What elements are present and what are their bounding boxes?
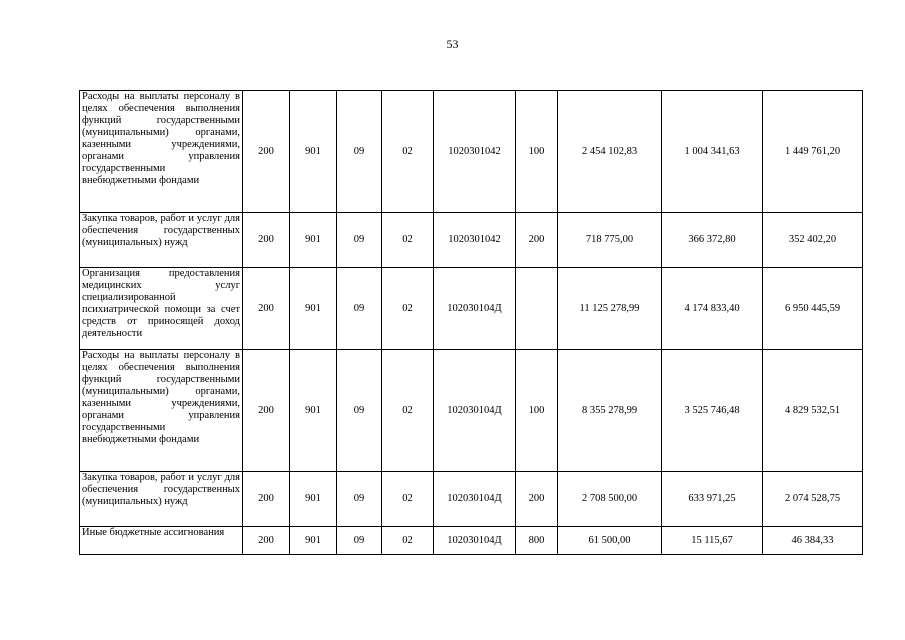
amount-1-cell: 2 454 102,83 — [558, 91, 662, 213]
subsection-cell: 02 — [382, 472, 434, 527]
target-article-cell: 102030104Д — [434, 350, 516, 472]
amount-3-cell: 352 402,20 — [763, 213, 863, 268]
amount-1-cell: 8 355 278,99 — [558, 350, 662, 472]
code-cell: 200 — [243, 527, 290, 555]
subsection-cell: 02 — [382, 350, 434, 472]
code-cell: 200 — [243, 268, 290, 350]
section-cell: 09 — [337, 350, 382, 472]
code-cell: 200 — [243, 350, 290, 472]
amount-2-cell: 15 115,67 — [662, 527, 763, 555]
table-row — [80, 268, 863, 350]
row-name-cell: Расходы на выплаты персоналу в целях обеспечения выполнения функций государственными (муниципальными) органами, казенными учреждениями, органами управления государственными внебюджетными фондами — [80, 91, 243, 213]
row-name-cell: Иные бюджетные ассигнования — [80, 527, 243, 555]
section-cell: 09 — [337, 472, 382, 527]
amount-1-cell: 11 125 278,99 — [558, 268, 662, 350]
expense-type-cell: 100 — [516, 91, 558, 213]
grbs-cell: 901 — [290, 268, 337, 350]
row-name-cell: Закупка товаров, работ и услуг для обеспечения государственных (муниципальных) нужд — [80, 472, 243, 527]
row-name-cell: Организация предоставления медицинских услуг специализированной психиатрической помощи за счет средств от приносящей доход деятельности — [80, 268, 243, 350]
expense-type-cell: 100 — [516, 350, 558, 472]
subsection-cell: 02 — [382, 527, 434, 555]
row-name-cell: Закупка товаров, работ и услуг для обеспечения государственных (муниципальных) нужд — [80, 213, 243, 268]
amount-2-cell: 3 525 746,48 — [662, 350, 763, 472]
section-cell: 09 — [337, 268, 382, 350]
expense-type-cell — [516, 268, 558, 350]
amount-2-cell: 1 004 341,63 — [662, 91, 763, 213]
subsection-cell: 02 — [382, 213, 434, 268]
amount-2-cell: 4 174 833,40 — [662, 268, 763, 350]
target-article-cell: 102030104Д — [434, 472, 516, 527]
code-cell: 200 — [243, 91, 290, 213]
subsection-cell: 02 — [382, 91, 434, 213]
section-cell: 09 — [337, 527, 382, 555]
grbs-cell: 901 — [290, 213, 337, 268]
section-cell: 09 — [337, 91, 382, 213]
amount-1-cell: 718 775,00 — [558, 213, 662, 268]
table-row — [80, 91, 863, 213]
expense-type-cell: 200 — [516, 213, 558, 268]
target-article-cell: 1020301042 — [434, 213, 516, 268]
budget-table — [79, 90, 863, 555]
amount-2-cell: 633 971,25 — [662, 472, 763, 527]
code-cell: 200 — [243, 472, 290, 527]
table-row — [80, 213, 863, 268]
table-row — [80, 350, 863, 472]
expense-type-cell: 200 — [516, 472, 558, 527]
grbs-cell: 901 — [290, 350, 337, 472]
code-cell: 200 — [243, 213, 290, 268]
target-article-cell: 102030104Д — [434, 268, 516, 350]
grbs-cell: 901 — [290, 472, 337, 527]
amount-1-cell: 61 500,00 — [558, 527, 662, 555]
table-row — [80, 472, 863, 527]
target-article-cell: 1020301042 — [434, 91, 516, 213]
target-article-cell: 102030104Д — [434, 527, 516, 555]
amount-3-cell: 46 384,33 — [763, 527, 863, 555]
page-number: 53 — [446, 37, 459, 51]
amount-3-cell: 4 829 532,51 — [763, 350, 863, 472]
grbs-cell: 901 — [290, 527, 337, 555]
grbs-cell: 901 — [290, 91, 337, 213]
table-row — [80, 527, 863, 555]
expense-type-cell: 800 — [516, 527, 558, 555]
amount-2-cell: 366 372,80 — [662, 213, 763, 268]
section-cell: 09 — [337, 213, 382, 268]
amount-3-cell: 1 449 761,20 — [763, 91, 863, 213]
row-name-cell: Расходы на выплаты персоналу в целях обеспечения выполнения функций государственными (муниципальными) органами, казенными учреждениями, органами управления государственными внебюджетными фондами — [80, 350, 243, 472]
subsection-cell: 02 — [382, 268, 434, 350]
amount-3-cell: 6 950 445,59 — [763, 268, 863, 350]
amount-3-cell: 2 074 528,75 — [763, 472, 863, 527]
amount-1-cell: 2 708 500,00 — [558, 472, 662, 527]
